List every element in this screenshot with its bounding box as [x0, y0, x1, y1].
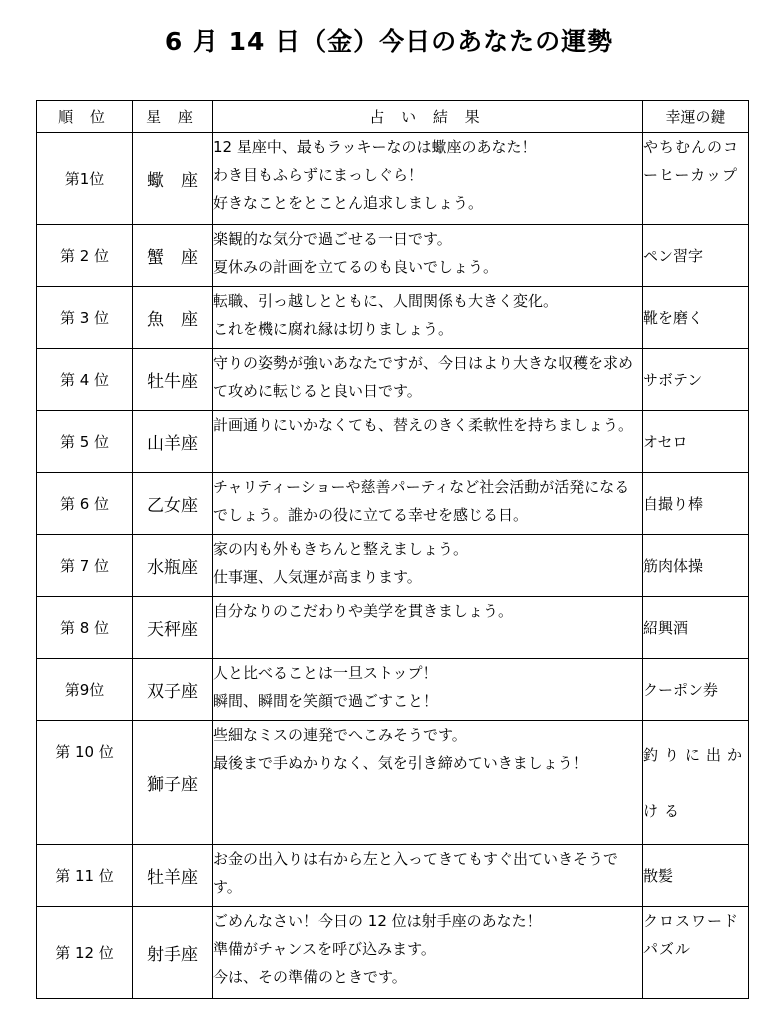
table-row [37, 535, 749, 597]
result-line: 些細なミスの連発でへこみそうです。 [213, 726, 467, 744]
sign-cell: 双子座 [133, 659, 213, 721]
result-line: 転職、引っ越しとともに、人間関係も大きく変化。 [213, 292, 559, 310]
table-row [37, 721, 749, 845]
lucky-cell: クロスワードパズル [643, 907, 749, 999]
result-line: 夏休みの計画を立てるのも良いでしょう。 [213, 258, 499, 276]
result-line: 準備がチャンスを呼び込みます。 [213, 940, 436, 958]
lucky-cell: 紹興酒 [643, 597, 749, 659]
result-line: チャリティーショーや慈善パーティなど社会活動が活発になるでしょう。誰かの役に立てる幸せを感じる日。 [213, 478, 630, 524]
lucky-cell: 自撮り棒 [643, 473, 749, 535]
table-row [37, 225, 749, 287]
rank-cell: 第 5 位 [37, 411, 133, 473]
sign-cell: 射手座 [133, 907, 213, 999]
table-row [37, 133, 749, 225]
sign-cell: 天秤座 [133, 597, 213, 659]
table-row [37, 287, 749, 349]
result-cell [213, 349, 643, 411]
result-line: 仕事運、人気運が高まります。 [213, 568, 422, 586]
result-line: 最後まで手ぬかりなく、気を引き締めていきましょう！ [213, 754, 588, 772]
result-cell [213, 473, 643, 535]
result-line: 12 星座中、最もラッキーなのは蠍座のあなた！ [213, 138, 537, 156]
rank-cell: 第1位 [37, 133, 133, 225]
table-row [37, 845, 749, 907]
lucky-cell: オセロ [643, 411, 749, 473]
page-title: 6 月 14 日（金）今日のあなたの運勢 [164, 27, 614, 56]
result-cell [213, 411, 643, 473]
rank-cell: 第 2 位 [37, 225, 133, 287]
rank-cell: 第 12 位 [37, 907, 133, 999]
rank-cell: 第9位 [37, 659, 133, 721]
result-cell [213, 535, 643, 597]
table-row [37, 349, 749, 411]
header-sign: 星 座 [133, 101, 213, 133]
sign-cell: 乙女座 [133, 473, 213, 535]
rank-cell: 第 10 位 [37, 721, 133, 845]
rank-cell: 第 6 位 [37, 473, 133, 535]
result-line: 人と比べることは一旦ストップ！ [213, 664, 438, 682]
result-cell [213, 659, 643, 721]
sign-cell: 蟹 座 [133, 225, 213, 287]
result-cell [213, 907, 643, 999]
table-row [37, 473, 749, 535]
rank-cell: 第 8 位 [37, 597, 133, 659]
sign-cell: 牡牛座 [133, 349, 213, 411]
table-row [37, 597, 749, 659]
lucky-cell: 釣りに出かける [643, 721, 749, 845]
header-result: 占 い 結 果 [213, 101, 643, 133]
result-line: 家の内も外もきちんと整えましょう。 [213, 540, 469, 558]
lucky-cell: サボテン [643, 349, 749, 411]
result-line: 守りの姿勢が強いあなたですが、今日はより大きな収穫を求めて攻めに転じると良い日です。 [213, 354, 634, 400]
lucky-cell: 散髪 [643, 845, 749, 907]
result-line: これを機に腐れ縁は切りましょう。 [213, 320, 454, 338]
table-row [37, 411, 749, 473]
sign-cell: 獅子座 [133, 721, 213, 845]
lucky-cell: 筋肉体操 [643, 535, 749, 597]
table-header-row [37, 101, 749, 133]
rank-cell: 第 4 位 [37, 349, 133, 411]
table-row [37, 659, 749, 721]
rank-cell: 第 7 位 [37, 535, 133, 597]
rank-cell: 第 11 位 [37, 845, 133, 907]
lucky-cell: クーポン券 [643, 659, 749, 721]
result-cell [213, 721, 643, 845]
header-rank: 順 位 [37, 101, 133, 133]
result-line: 好きなことをとことん追求しましょう。 [213, 194, 484, 212]
lucky-cell: ペン習字 [643, 225, 749, 287]
header-lucky: 幸運の鍵 [643, 101, 749, 133]
result-line: 計画通りにいかなくても、替えのきく柔軟性を持ちましょう。 [213, 416, 634, 434]
result-line: 今は、その準備のときです。 [213, 968, 407, 986]
result-line: わき目もふらずにまっしぐら！ [213, 166, 424, 184]
result-cell [213, 287, 643, 349]
result-line: ごめんなさい！今日の 12 位は射手座のあなた！ [213, 912, 542, 930]
sign-cell: 山羊座 [133, 411, 213, 473]
result-cell [213, 597, 643, 659]
fortune-table [36, 100, 749, 999]
result-cell [213, 845, 643, 907]
result-cell [213, 225, 643, 287]
result-line: 瞬間、瞬間を笑顔で過ごすこと！ [213, 692, 439, 710]
result-line: 自分なりのこだわりや美学を貫きましょう。 [213, 602, 514, 620]
table-row [37, 907, 749, 999]
result-line: 楽観的な気分で過ごせる一日です。 [213, 230, 452, 248]
rank-cell: 第 3 位 [37, 287, 133, 349]
sign-cell: 牡羊座 [133, 845, 213, 907]
lucky-cell: やちむんのコーヒーカップ [643, 133, 749, 225]
result-line: お金の出入りは右から左と入ってきてもすぐ出ていきそうです。 [213, 850, 619, 896]
result-cell [213, 133, 643, 225]
sign-cell: 蠍 座 [133, 133, 213, 225]
sign-cell: 水瓶座 [133, 535, 213, 597]
sign-cell: 魚 座 [133, 287, 213, 349]
lucky-cell: 靴を磨く [643, 287, 749, 349]
